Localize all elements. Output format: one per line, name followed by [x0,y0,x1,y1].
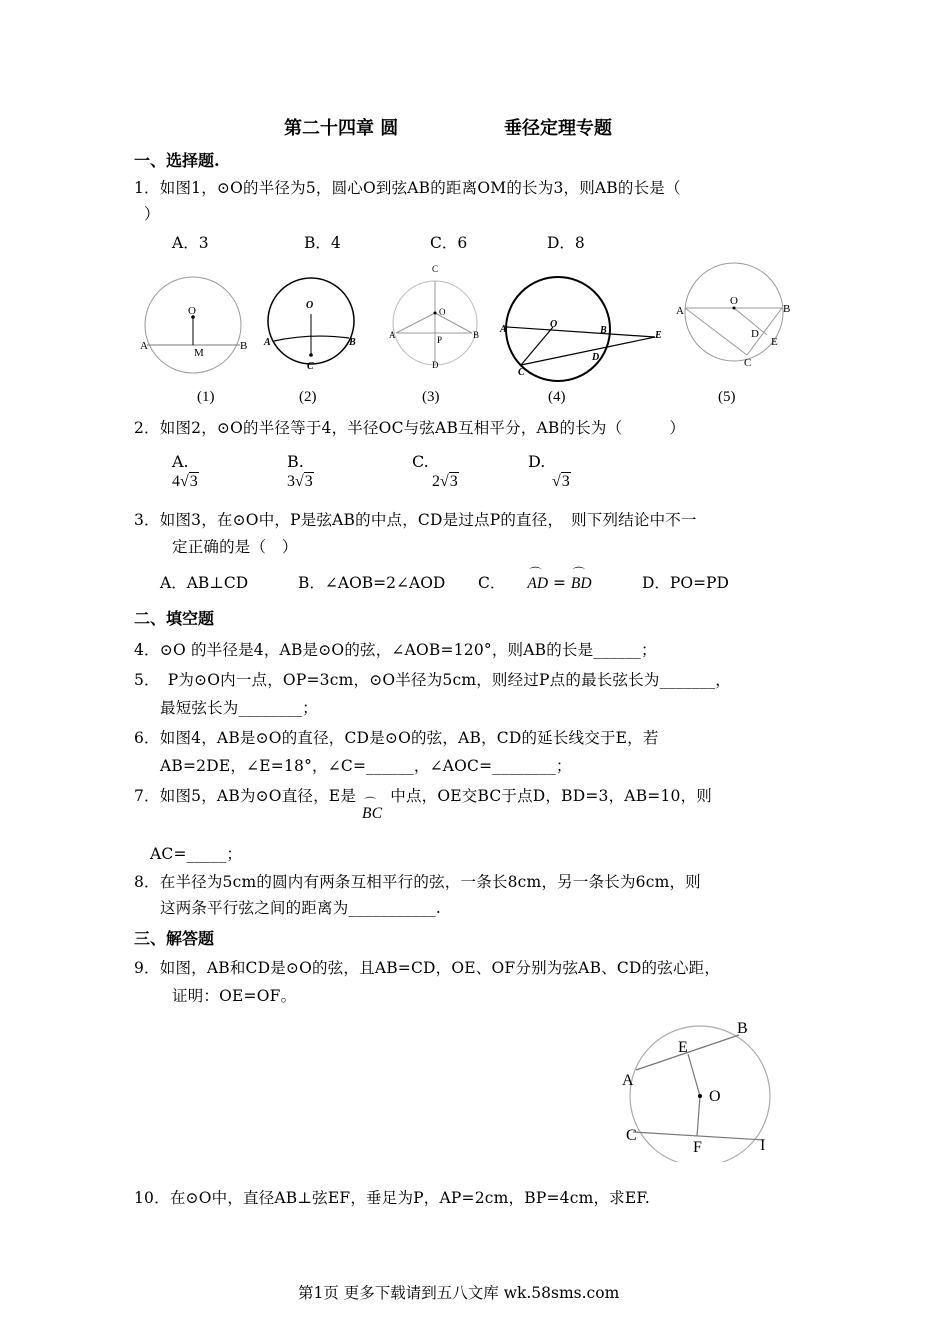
q9-label-e: E [678,1039,688,1056]
fig3-label-p: P [437,335,443,345]
fig3-label-d: D [432,360,439,370]
figure-4 [499,277,662,381]
q3-option-c-eq: = [548,574,571,592]
fig4-label-a: A [500,324,507,335]
figure-1 [140,277,247,373]
q2-text: 2．如图2，⊙O的半径等于4，半径OC与弦AB互相平分，AB的长为（ ） [134,419,686,437]
section-choice-heading: 一、选择题. [134,151,220,170]
q9-label-d: I [760,1137,766,1154]
q3-option-c-label: C． [478,574,506,592]
fig1-label-o: O [188,305,196,317]
q2-option-a-rad: 3 [189,473,198,490]
q2-option-c-label: C. [412,452,429,471]
fig3-label-c: C [432,264,439,274]
q1-option-d: D．8 [547,234,585,252]
q9-label-f: F [693,1139,702,1156]
q1-option-b: B．4 [304,234,341,252]
q7-line1 [134,784,712,822]
figure-caption-1: (1) [197,389,215,405]
figure-5 [676,263,790,369]
fig5-label-b: B [783,303,791,315]
q3-option-c [478,571,592,593]
q9-label-b: B [737,1020,748,1037]
q3-option-a: A．AB⊥CD [160,574,249,592]
fig2-label-b: B [349,337,356,348]
q6-line1: 6．如图4，AB是⊙O的直径，CD是⊙O的弦，AB，CD的延长线交于E，若 [134,729,659,747]
q3-line2: 定正确的是（ ） [172,538,298,556]
q1-option-c: C．6 [430,234,468,252]
q2-option-a-label: A. [172,452,189,471]
q9-line1: 9．如图，AB和CD是⊙O的弦，且AB=CD，OE、OF分别为弦AB、CD的弦心距， [134,959,721,977]
fig5-label-d: D [751,328,759,340]
fig4-label-c: C [518,367,525,378]
figure-3 [389,264,479,370]
q7-line2: AC=_____； [150,845,243,863]
q8-line1: 8．在半径为5cm的圆内有两条互相平行的弦，一条长8cm，另一条长为6cm，则 [134,873,701,891]
figure-2 [263,278,356,372]
figures-row [130,255,830,405]
q2-option-b-coef: 3 [287,473,295,490]
fig5-label-e: E [771,336,778,348]
q2-option-b-rad: 3 [304,473,313,490]
q3-arc-bd: ⌒ BD [571,575,592,593]
q7-line1-a: 7．如图5，AB为⊙O直径，E是 [134,787,357,805]
fig3-label-a: A [389,330,396,340]
q8-line2: 这两条平行弦之间的距离为___________. [160,899,441,917]
figure-caption-5: (5) [718,389,736,405]
q2-option-c-coef: 2 [432,473,440,490]
q2-option-a: A. 4√3 [172,452,198,490]
q6-line2: AB=2DE，∠E=18°，∠C=______，∠AOC=________； [160,757,572,775]
section-solve-heading: 三、解答题 [134,929,215,948]
fig5-label-o: O [730,295,738,307]
q7-line1-b: 中点，OE交BC于点D，BD=3，AB=10，则 [390,787,712,805]
fig1-label-m: M [194,347,204,359]
q1-line1: 1．如图1，⊙O的半径为5，圆心O到弦AB的距离OM的长为3，则AB的长是（ [134,179,681,197]
fig1-label-b: B [240,340,248,352]
fig4-label-e: E [655,330,662,341]
q2-option-d-rad: 3 [561,473,570,490]
q2-option-b-label: B. [287,452,304,471]
page-footer: 第1页 更多下载请到五八文库 wk.58sms.com [298,1284,620,1302]
fig3-label-b: B [473,330,480,340]
q2-option-a-coef: 4 [172,473,180,490]
fig2-label-a: A [264,337,271,348]
fig4-label-d: D [592,352,600,363]
q5-line2: 最短弦长为________； [160,699,318,717]
q2-option-d: D. √3 [528,452,570,490]
chapter-title: 第二十四章 圆 [284,118,399,139]
figure-caption-4: (4) [548,389,566,405]
topic-title: 垂径定理专题 [504,118,612,139]
fig2-label-o: O [306,300,314,311]
fig3-label-o: O [439,307,446,317]
q3-option-d: D．PO=PD [642,574,729,592]
section-fill-heading: 二、填空题 [134,609,215,628]
figure-caption-2: (2) [299,389,317,405]
q9-label-o: O [709,1088,721,1105]
q1-line2: ） [144,205,160,223]
q2-option-d-label: D. [528,452,546,471]
q2-option-c: C. 2√3 [412,452,458,490]
q2-option-c-rad: 3 [449,473,458,490]
q10-text: 10．在⊙O中，直径AB⊥弦EF，垂足为P，AP=2cm，BP=4cm，求EF. [134,1189,651,1207]
q9-line2: 证明：OE=OF。 [172,987,297,1005]
q2-option-b: B. 3√3 [287,452,313,490]
fig2-label-c: C [307,361,314,372]
q3-option-b: B．∠AOB=2∠AOD [298,574,446,592]
fig5-label-a: A [676,305,684,317]
figure-caption-3: (3) [422,389,440,405]
fig5-label-c: C [744,357,752,369]
q9-label-c: C [626,1127,637,1144]
q5-line1: 5． P为⊙O内一点，OP=3cm，⊙O半径为5cm，则经过P点的最长弦长为_______， [134,671,731,689]
fig4-label-o: O [550,319,558,330]
q3-arc-ad: ⌒ AD [527,575,548,593]
q1-option-a: A．3 [172,234,209,252]
fig1-label-a: A [140,340,148,352]
q3-line1: 3．如图3，在⊙O中，P是弦AB的中点，CD是过点P的直径， 则下列结论中不一 [134,511,697,529]
q9-figure [610,1012,790,1162]
fig4-label-b: B [600,325,607,336]
q7-arc-bc: ⌒ BC [362,805,382,823]
q4-text: 4．⊙O 的半径是4，AB是⊙O的弦，∠AOB=120°，则AB的长是______； [134,641,657,659]
q9-label-a: A [622,1072,634,1089]
